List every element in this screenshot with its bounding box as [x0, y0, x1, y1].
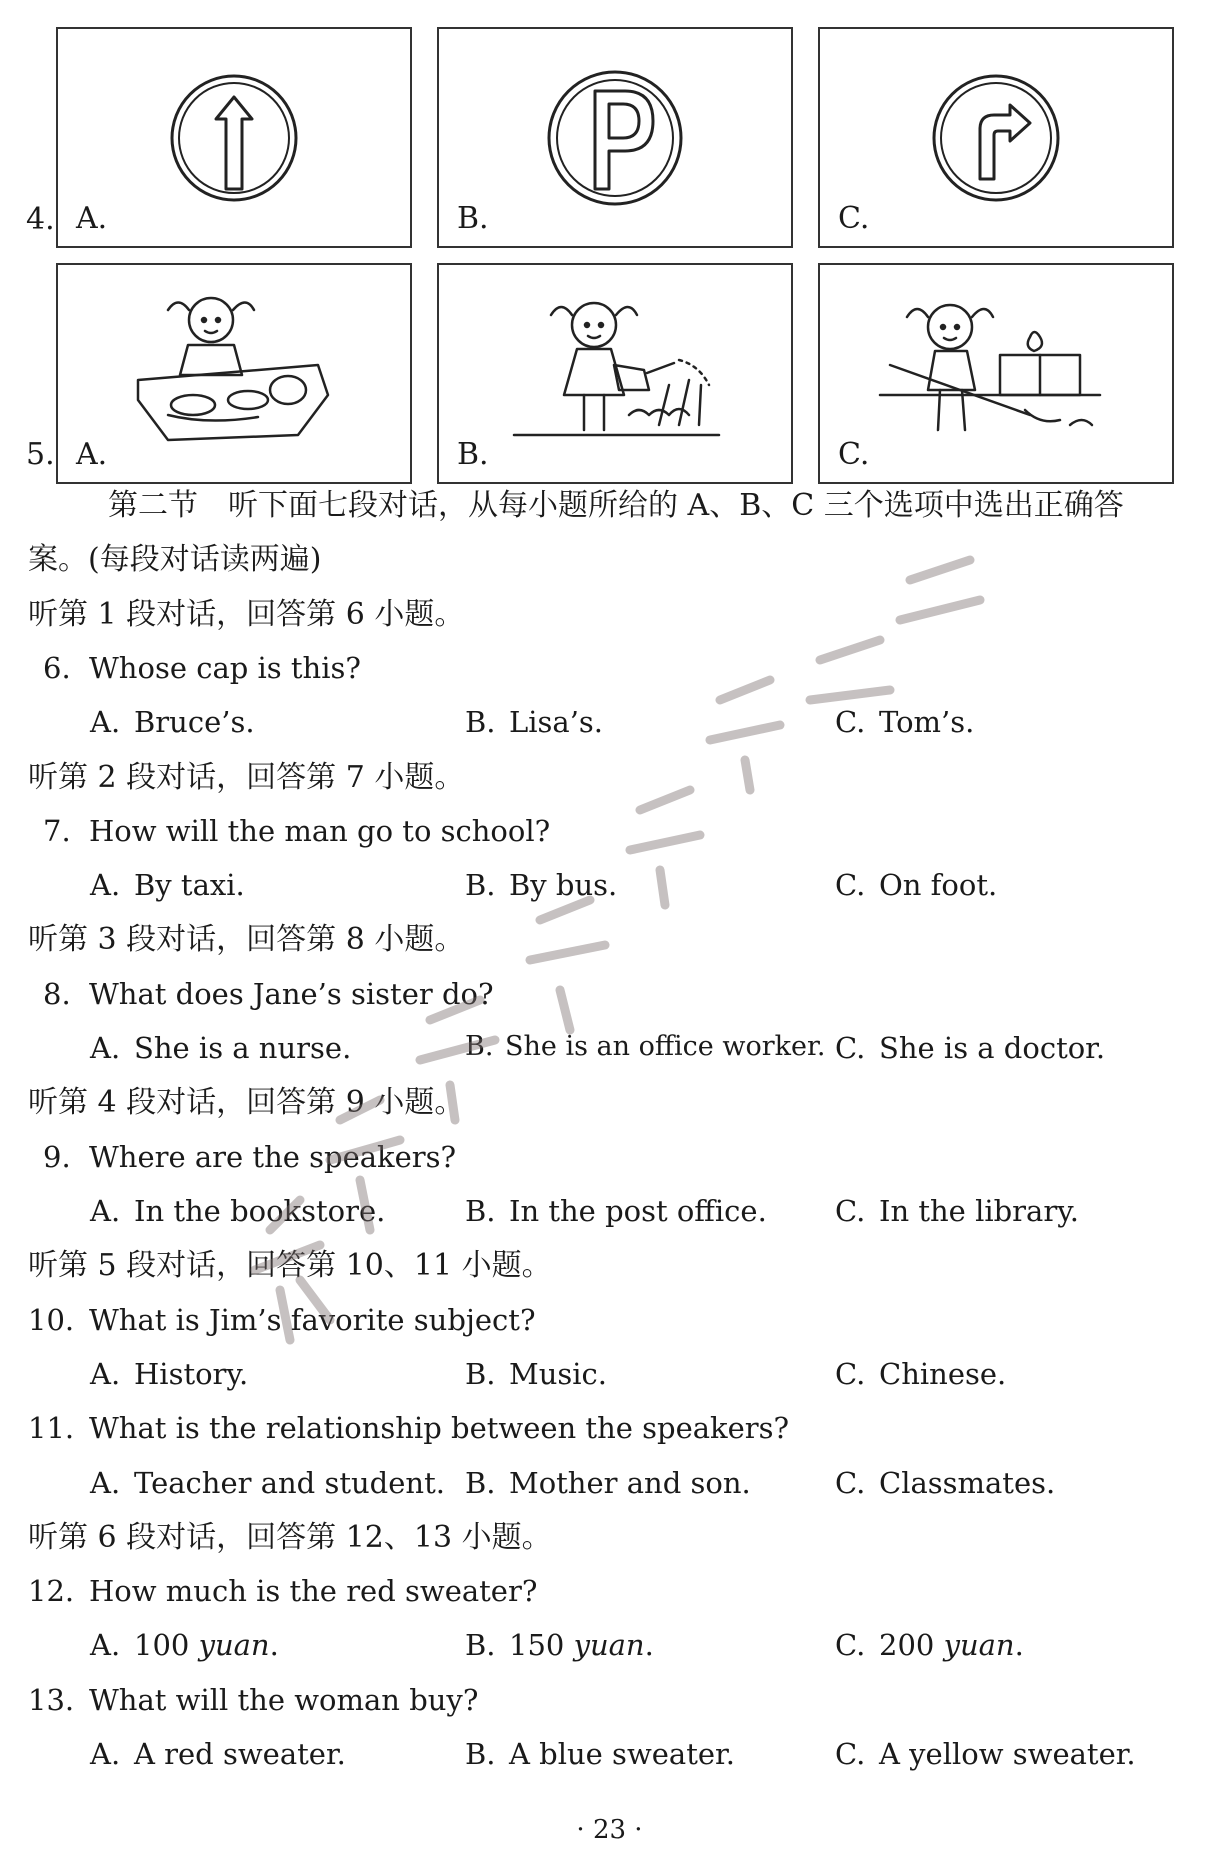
- option-unit: yuan: [573, 1628, 645, 1662]
- option-key: B.: [465, 1031, 494, 1062]
- option-unit: yuan: [943, 1628, 1015, 1662]
- dialogue-3-heading: 听第 3 段对话，回答第 8 小题。: [28, 922, 465, 957]
- q9-option-b[interactable]: [465, 1194, 767, 1229]
- question-text: Whose cap is this?: [89, 651, 361, 685]
- q13-option-b[interactable]: [465, 1737, 735, 1772]
- option-text: Tom’s.: [879, 705, 975, 739]
- option-text: She is a nurse.: [134, 1031, 352, 1065]
- question-number: 6.: [43, 651, 71, 685]
- q6-option-a[interactable]: [90, 705, 255, 740]
- question-11: [28, 1411, 789, 1446]
- q8-option-a[interactable]: [90, 1031, 351, 1066]
- option-key: A.: [90, 1194, 121, 1228]
- option-text: By taxi.: [134, 868, 245, 902]
- option-text: A yellow sweater.: [879, 1737, 1136, 1771]
- question-text: What does Jane’s sister do?: [89, 977, 494, 1011]
- option-text: Teacher and student.: [134, 1466, 445, 1500]
- option-key: B.: [465, 1357, 496, 1391]
- q8-option-b[interactable]: [465, 1031, 825, 1063]
- question-number: 7.: [43, 814, 71, 848]
- question-number: 8.: [43, 977, 71, 1011]
- question-13: [28, 1683, 478, 1718]
- parking-sign-icon: [439, 29, 791, 246]
- q9-option-c[interactable]: [835, 1194, 1079, 1229]
- option-amount: 150: [509, 1628, 574, 1662]
- girl-watering-flowers-icon: [439, 265, 791, 482]
- option-label: B.: [457, 437, 489, 472]
- q11-option-b[interactable]: [465, 1466, 751, 1501]
- option-key: A.: [90, 705, 121, 739]
- option-text: Music.: [509, 1357, 607, 1391]
- question-number: 9.: [43, 1140, 71, 1174]
- option-key: C.: [835, 705, 866, 739]
- option-key: A.: [90, 1031, 121, 1065]
- question-text: Where are the speakers?: [89, 1140, 457, 1174]
- option-label: C.: [838, 201, 870, 236]
- q13-option-a[interactable]: [90, 1737, 346, 1772]
- dialogue-2-heading: 听第 2 段对话，回答第 7 小题。: [28, 760, 465, 795]
- page-number: · 23 ·: [576, 1815, 643, 1845]
- option-label: B.: [457, 201, 489, 236]
- q7-option-c[interactable]: [835, 868, 997, 903]
- option-text: History.: [134, 1357, 249, 1391]
- question-5-number: 5.: [26, 437, 55, 472]
- option-key: B.: [465, 705, 496, 739]
- q11-option-a[interactable]: [90, 1466, 445, 1501]
- option-label: A.: [76, 437, 108, 472]
- q13-option-c[interactable]: [835, 1737, 1136, 1772]
- question-7: [43, 814, 550, 849]
- q12-option-b[interactable]: [465, 1628, 654, 1663]
- question-text: What will the woman buy?: [89, 1683, 479, 1717]
- option-unit: yuan: [198, 1628, 270, 1662]
- q5-option-a[interactable]: [56, 263, 412, 484]
- q9-option-a[interactable]: [90, 1194, 385, 1229]
- straight-ahead-sign-icon: [58, 29, 410, 246]
- option-key: B.: [465, 868, 496, 902]
- option-text: By bus.: [509, 868, 618, 902]
- option-text: She is a doctor.: [879, 1031, 1106, 1065]
- option-key: B.: [465, 1628, 496, 1662]
- question-text: How much is the red sweater?: [89, 1574, 538, 1608]
- question-text: What is Jim’s favorite subject?: [89, 1303, 536, 1337]
- question-10: [28, 1303, 536, 1338]
- q8-option-c[interactable]: [835, 1031, 1105, 1066]
- question-9: [43, 1140, 456, 1175]
- option-key: C.: [835, 1194, 866, 1228]
- dialogue-4-heading: 听第 4 段对话，回答第 9 小题。: [28, 1085, 465, 1120]
- question-6: [43, 651, 361, 686]
- option-text: On foot.: [879, 868, 998, 902]
- q5-option-b[interactable]: [437, 263, 793, 484]
- option-text: A red sweater.: [134, 1737, 346, 1771]
- option-key: C.: [835, 868, 866, 902]
- question-number: 11.: [28, 1411, 75, 1445]
- option-key: C.: [835, 1466, 866, 1500]
- option-label: A.: [76, 201, 108, 236]
- option-text: She is an office worker.: [505, 1031, 826, 1062]
- q12-option-c[interactable]: [835, 1628, 1024, 1663]
- option-label: C.: [838, 437, 870, 472]
- question-text: What is the relationship between the speakers?: [89, 1411, 790, 1445]
- option-text: Mother and son.: [509, 1466, 751, 1500]
- turn-right-sign-icon: [820, 29, 1172, 246]
- option-text: In the post office.: [509, 1194, 767, 1228]
- q6-option-b[interactable]: [465, 705, 603, 740]
- option-text: Lisa’s.: [509, 705, 604, 739]
- option-period: .: [269, 1628, 279, 1662]
- option-key: A.: [90, 1737, 121, 1771]
- option-period: .: [644, 1628, 654, 1662]
- option-key: C.: [835, 1031, 866, 1065]
- question-number: 13.: [28, 1683, 75, 1717]
- q4-option-b[interactable]: [437, 27, 793, 248]
- question-4-number: 4.: [26, 202, 55, 237]
- q10-option-b[interactable]: [465, 1357, 607, 1392]
- option-text: A blue sweater.: [509, 1737, 735, 1771]
- option-key: A.: [90, 1628, 121, 1662]
- q7-option-a[interactable]: [90, 868, 245, 903]
- q6-option-c[interactable]: [835, 705, 974, 740]
- question-text: How will the man go to school?: [89, 814, 551, 848]
- option-key: B.: [465, 1466, 496, 1500]
- section-2-instructions-line-2: 案。(每段对话读两遍): [28, 542, 322, 577]
- girl-washing-dishes-icon: [58, 265, 410, 482]
- girl-mopping-floor-icon: [820, 265, 1172, 482]
- q10-option-a[interactable]: [90, 1357, 248, 1392]
- q4-option-a[interactable]: [56, 27, 412, 248]
- q12-option-a[interactable]: [90, 1628, 279, 1663]
- option-key: C.: [835, 1357, 866, 1391]
- q10-option-c[interactable]: [835, 1357, 1006, 1392]
- option-key: A.: [90, 868, 121, 902]
- option-amount: 100: [134, 1628, 199, 1662]
- option-text: In the bookstore.: [134, 1194, 386, 1228]
- dialogue-1-heading: 听第 1 段对话，回答第 6 小题。: [28, 597, 465, 632]
- q5-option-c[interactable]: [818, 263, 1174, 484]
- q4-option-c[interactable]: [818, 27, 1174, 248]
- option-key: C.: [835, 1737, 866, 1771]
- option-text: Bruce’s.: [134, 705, 255, 739]
- option-key: A.: [90, 1466, 121, 1500]
- section-2-instructions-line-1: 第二节 听下面七段对话，从每小题所给的 A、B、C 三个选项中选出正确答: [108, 488, 1124, 523]
- question-number: 12.: [28, 1574, 75, 1608]
- option-period: .: [1014, 1628, 1024, 1662]
- option-text: In the library.: [879, 1194, 1079, 1228]
- option-key: B.: [465, 1194, 496, 1228]
- dialogue-5-heading: 听第 5 段对话，回答第 10、11 小题。: [28, 1248, 552, 1283]
- option-key: B.: [465, 1737, 496, 1771]
- option-key: C.: [835, 1628, 866, 1662]
- option-text: Classmates.: [879, 1466, 1056, 1500]
- option-text: Chinese.: [879, 1357, 1007, 1391]
- q11-option-c[interactable]: [835, 1466, 1055, 1501]
- option-amount: 200: [879, 1628, 944, 1662]
- question-12: [28, 1574, 537, 1609]
- dialogue-6-heading: 听第 6 段对话，回答第 12、13 小题。: [28, 1520, 552, 1555]
- q7-option-b[interactable]: [465, 868, 617, 903]
- option-key: A.: [90, 1357, 121, 1391]
- question-8: [43, 977, 494, 1012]
- question-number: 10.: [28, 1303, 75, 1337]
